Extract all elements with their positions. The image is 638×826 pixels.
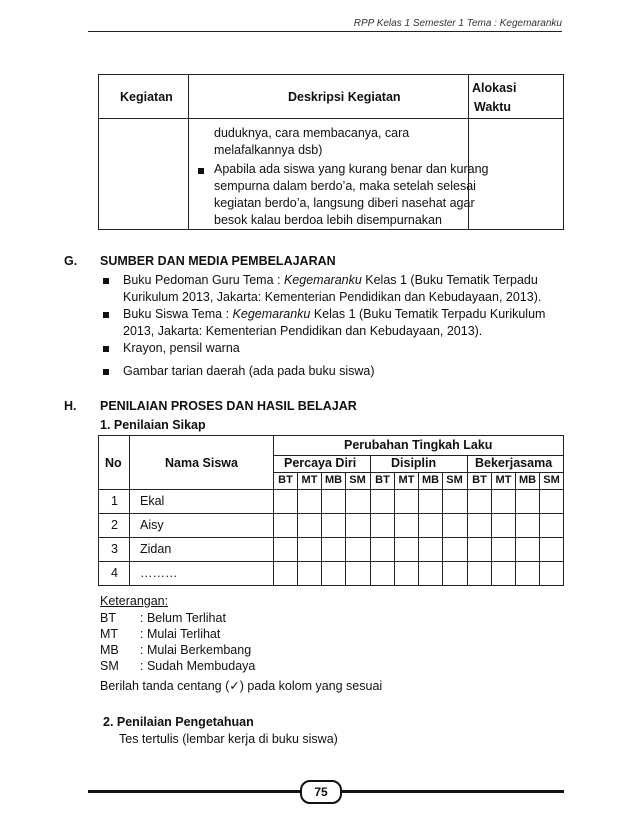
source-item: Buku Pedoman Guru Tema : Kegemaranku Kelas 1 (Buku Tematik Terpadu (123, 273, 538, 287)
section-g-letter: G. (64, 254, 78, 268)
bullet-icon (103, 346, 109, 352)
legend-desc: : Mulai Terlihat (140, 627, 221, 641)
bullet-icon (103, 312, 109, 318)
table-border (273, 472, 564, 473)
legend-code: MT (100, 627, 119, 641)
col-header-nama: Nama Siswa (165, 456, 238, 470)
legend-code: MB (100, 643, 119, 657)
table-border (188, 74, 189, 230)
group-bekerjasama: Bekerjasama (475, 456, 553, 470)
instruction-text: Berilah tanda centang (✓) pada kolom yang sesuai (100, 679, 383, 693)
subcol-bt: BT (472, 474, 487, 486)
subcol-mb: MB (421, 474, 440, 486)
table-border (129, 435, 130, 586)
legend-code: SM (100, 659, 119, 673)
source-item: Gambar tarian daerah (ada pada buku siswa) (123, 364, 375, 378)
section-g-title: SUMBER DAN MEDIA PEMBELAJARAN (100, 254, 336, 268)
row-no: 3 (111, 542, 118, 556)
table-border (98, 435, 564, 436)
source-item: Buku Siswa Tema : Kegemaranku Kelas 1 (Buku Tematik Terpadu Kurikulum (123, 307, 546, 321)
legend-desc: : Mulai Berkembang (140, 643, 252, 657)
table-border (563, 435, 564, 586)
col-header-no: No (105, 456, 122, 470)
table-border (273, 435, 274, 586)
subsection-title: 1. Penilaian Sikap (100, 418, 206, 432)
source-item: Krayon, pensil warna (123, 341, 240, 355)
subcol-mt: MT (398, 474, 415, 486)
table-border (98, 74, 99, 230)
bullet-icon (103, 369, 109, 375)
subcol-bt: BT (375, 474, 390, 486)
description-line: Apabila ada siswa yang kurang benar dan kurang (214, 162, 489, 176)
header-rule (88, 31, 562, 32)
row-no: 2 (111, 518, 118, 532)
activity-table (98, 74, 564, 230)
table-border (98, 513, 564, 514)
section-h-letter: H. (64, 399, 77, 413)
row-no: 4 (111, 566, 118, 580)
legend-desc: : Belum Terlihat (140, 611, 226, 625)
description-line: kegiatan berdo’a, langsung diberi nasehat agar (214, 196, 475, 210)
source-item-continued: 2013, Jakarta: Kementerian Pendidikan dan Kebudayaan, 2013). (123, 324, 483, 338)
subcol-sm: SM (543, 474, 560, 486)
assessment-table (98, 435, 564, 586)
subcol-bt: BT (278, 474, 293, 486)
col-header-group: Perubahan Tingkah Laku (344, 438, 493, 452)
running-header: RPP Kelas 1 Semester 1 Tema : Kegemaranku (353, 18, 562, 29)
section-h-title: PENILAIAN PROSES DAN HASIL BELAJAR (100, 399, 357, 413)
table-border (563, 74, 564, 230)
subcol-mt: MT (301, 474, 318, 486)
description-line: melafalkannya dsb) (214, 143, 323, 157)
table-border (98, 435, 99, 586)
col-header-deskripsi: Deskripsi Kegiatan (288, 90, 401, 104)
description-line: besok kalau berdoa lebih disempurnakan (214, 213, 442, 227)
table-border (98, 537, 564, 538)
table-border (98, 74, 564, 75)
row-nama: Aisy (140, 518, 164, 532)
footer-rule-right (338, 790, 564, 793)
subsection-title: 2. Penilaian Pengetahuan (103, 715, 254, 729)
col-header-waktu: Waktu (474, 100, 512, 114)
subcol-mb: MB (324, 474, 343, 486)
table-border (467, 455, 468, 586)
col-header-alokasi: Alokasi (472, 81, 517, 95)
row-nama: Zidan (140, 542, 172, 556)
table-border (98, 489, 564, 490)
subcol-mt: MT (495, 474, 512, 486)
table-border (98, 561, 564, 562)
table-border (370, 455, 371, 586)
row-no: 1 (111, 494, 118, 508)
source-item-continued: Kurikulum 2013, Jakarta: Kementerian Pendidikan dan Kebudayaan, 2013). (123, 290, 542, 304)
table-border (98, 585, 564, 586)
subcol-mb: MB (518, 474, 537, 486)
keterangan-title: Keterangan: (100, 594, 169, 608)
subsection-description: Tes tertulis (lembar kerja di buku siswa) (119, 732, 338, 746)
bullet-icon (103, 278, 109, 284)
description-line: duduknya, cara membacanya, cara (214, 126, 410, 140)
page-number: 75 (300, 780, 342, 804)
subcol-sm: SM (349, 474, 366, 486)
subcol-sm: SM (446, 474, 463, 486)
group-percaya-diri: Percaya Diri (284, 456, 357, 470)
legend-code: BT (100, 611, 116, 625)
row-nama: ……… (140, 566, 178, 580)
group-disiplin: Disiplin (391, 456, 437, 470)
col-header-kegiatan: Kegiatan (120, 90, 173, 104)
footer-rule-left (88, 790, 300, 793)
legend-desc: : Sudah Membudaya (140, 659, 256, 673)
row-nama: Ekal (140, 494, 165, 508)
table-border (98, 118, 564, 119)
description-line: sempurna dalam berdo’a, maka setelah selesai (214, 179, 476, 193)
table-border (98, 229, 564, 230)
bullet-icon (198, 168, 204, 174)
